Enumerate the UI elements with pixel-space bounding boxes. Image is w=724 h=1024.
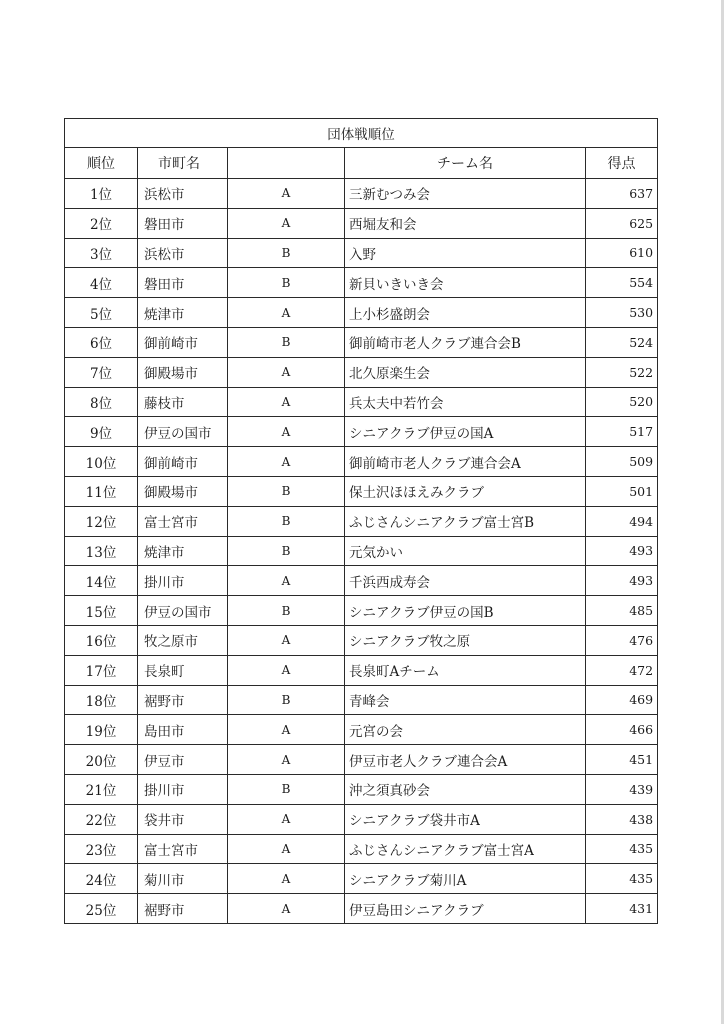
team-cell: 新貝いきいき会 — [345, 268, 586, 298]
score-cell: 485 — [586, 596, 658, 626]
table-row — [65, 745, 658, 775]
team-cell: 入野 — [345, 238, 586, 268]
city-cell: 伊豆の国市 — [138, 596, 228, 626]
score-cell: 472 — [586, 655, 658, 685]
team-cell: 元宮の会 — [345, 715, 586, 745]
rank-cell: 13位 — [65, 536, 138, 566]
table-row — [65, 566, 658, 596]
rank-cell: 11位 — [65, 476, 138, 506]
group-cell: A — [228, 894, 345, 924]
score-cell: 466 — [586, 715, 658, 745]
group-cell: A — [228, 417, 345, 447]
team-cell: 伊豆市老人クラブ連合会A — [345, 745, 586, 775]
rank-cell: 1位 — [65, 179, 138, 209]
score-cell: 431 — [586, 894, 658, 924]
table-row — [65, 655, 658, 685]
city-cell: 藤枝市 — [138, 387, 228, 417]
rank-cell: 25位 — [65, 894, 138, 924]
team-cell: 御前崎市老人クラブ連合会B — [345, 327, 586, 357]
city-cell: 菊川市 — [138, 864, 228, 894]
score-cell: 476 — [586, 625, 658, 655]
city-cell: 伊豆市 — [138, 745, 228, 775]
header-rank: 順位 — [65, 148, 138, 179]
team-cell: シニアクラブ袋井市A — [345, 804, 586, 834]
group-cell: B — [228, 536, 345, 566]
rank-cell: 2位 — [65, 208, 138, 238]
group-cell: B — [228, 476, 345, 506]
table-row — [65, 536, 658, 566]
team-cell: 青峰会 — [345, 685, 586, 715]
rank-cell: 22位 — [65, 804, 138, 834]
header-row — [65, 148, 658, 179]
team-cell: 兵太夫中若竹会 — [345, 387, 586, 417]
team-cell: シニアクラブ牧之原 — [345, 625, 586, 655]
table-row — [65, 447, 658, 477]
table-row — [65, 625, 658, 655]
team-cell: 上小杉盛朗会 — [345, 298, 586, 328]
city-cell: 磐田市 — [138, 208, 228, 238]
team-cell: 御前崎市老人クラブ連合会A — [345, 447, 586, 477]
rank-cell: 20位 — [65, 745, 138, 775]
group-cell: A — [228, 655, 345, 685]
table-title-row — [65, 119, 658, 148]
rank-cell: 18位 — [65, 685, 138, 715]
team-cell: 千浜西成寿会 — [345, 566, 586, 596]
team-cell: シニアクラブ菊川A — [345, 864, 586, 894]
city-cell: 裾野市 — [138, 685, 228, 715]
rank-cell: 7位 — [65, 357, 138, 387]
table-row — [65, 476, 658, 506]
table-row — [65, 327, 658, 357]
city-cell: 焼津市 — [138, 536, 228, 566]
team-cell: 伊豆島田シニアクラブ — [345, 894, 586, 924]
rank-cell: 23位 — [65, 834, 138, 864]
rank-cell: 15位 — [65, 596, 138, 626]
team-cell: ふじさんシニアクラブ富士宮B — [345, 506, 586, 536]
city-cell: 掛川市 — [138, 774, 228, 804]
rank-cell: 4位 — [65, 268, 138, 298]
score-cell: 517 — [586, 417, 658, 447]
team-cell: 西堀友和会 — [345, 208, 586, 238]
rank-cell: 19位 — [65, 715, 138, 745]
city-cell: 掛川市 — [138, 566, 228, 596]
group-cell: A — [228, 566, 345, 596]
rank-cell: 17位 — [65, 655, 138, 685]
city-cell: 磐田市 — [138, 268, 228, 298]
group-cell: A — [228, 447, 345, 477]
group-cell: A — [228, 834, 345, 864]
city-cell: 富士宮市 — [138, 834, 228, 864]
group-cell: B — [228, 506, 345, 536]
group-cell: A — [228, 715, 345, 745]
group-cell: B — [228, 268, 345, 298]
rank-cell: 9位 — [65, 417, 138, 447]
city-cell: 裾野市 — [138, 894, 228, 924]
rank-cell: 16位 — [65, 625, 138, 655]
rank-cell: 3位 — [65, 238, 138, 268]
rank-cell: 14位 — [65, 566, 138, 596]
group-cell: A — [228, 625, 345, 655]
table-row — [65, 715, 658, 745]
score-cell: 520 — [586, 387, 658, 417]
table-row — [65, 774, 658, 804]
table-row — [65, 298, 658, 328]
score-cell: 524 — [586, 327, 658, 357]
team-cell: シニアクラブ伊豆の国B — [345, 596, 586, 626]
score-cell: 451 — [586, 745, 658, 775]
team-cell: ふじさんシニアクラブ富士宮A — [345, 834, 586, 864]
city-cell: 浜松市 — [138, 238, 228, 268]
score-cell: 435 — [586, 864, 658, 894]
rank-cell: 8位 — [65, 387, 138, 417]
team-cell: 沖之須真砂会 — [345, 774, 586, 804]
score-cell: 439 — [586, 774, 658, 804]
city-cell: 御殿場市 — [138, 357, 228, 387]
group-cell: B — [228, 596, 345, 626]
city-cell: 牧之原市 — [138, 625, 228, 655]
team-cell: 元気かい — [345, 536, 586, 566]
city-cell: 伊豆の国市 — [138, 417, 228, 447]
score-cell: 493 — [586, 536, 658, 566]
score-cell: 530 — [586, 298, 658, 328]
group-cell: A — [228, 804, 345, 834]
table-row — [65, 506, 658, 536]
rank-cell: 10位 — [65, 447, 138, 477]
group-cell: A — [228, 745, 345, 775]
table-title: 団体戦順位 — [65, 119, 658, 148]
group-cell: B — [228, 238, 345, 268]
table-row — [65, 596, 658, 626]
score-cell: 554 — [586, 268, 658, 298]
rank-cell: 12位 — [65, 506, 138, 536]
group-cell: B — [228, 327, 345, 357]
city-cell: 袋井市 — [138, 804, 228, 834]
score-cell: 625 — [586, 208, 658, 238]
rank-cell: 5位 — [65, 298, 138, 328]
score-cell: 522 — [586, 357, 658, 387]
group-cell: A — [228, 208, 345, 238]
table-row — [65, 864, 658, 894]
city-cell: 御前崎市 — [138, 327, 228, 357]
table-row — [65, 387, 658, 417]
table-row — [65, 238, 658, 268]
score-cell: 501 — [586, 476, 658, 506]
team-cell: 北久原楽生会 — [345, 357, 586, 387]
city-cell: 島田市 — [138, 715, 228, 745]
group-cell: B — [228, 774, 345, 804]
table-row — [65, 208, 658, 238]
table-row — [65, 179, 658, 209]
group-cell: A — [228, 298, 345, 328]
team-cell: 保土沢ほほえみクラブ — [345, 476, 586, 506]
header-score: 得点 — [586, 148, 658, 179]
group-cell: A — [228, 357, 345, 387]
score-cell: 435 — [586, 834, 658, 864]
score-cell: 610 — [586, 238, 658, 268]
team-cell: 三新むつみ会 — [345, 179, 586, 209]
team-ranking-table — [64, 118, 658, 924]
score-cell: 469 — [586, 685, 658, 715]
header-group — [228, 148, 345, 179]
city-cell: 御前崎市 — [138, 447, 228, 477]
table-row — [65, 685, 658, 715]
score-cell: 494 — [586, 506, 658, 536]
city-cell: 長泉町 — [138, 655, 228, 685]
city-cell: 富士宮市 — [138, 506, 228, 536]
rank-cell: 24位 — [65, 864, 138, 894]
group-cell: A — [228, 179, 345, 209]
team-cell: 長泉町Aチーム — [345, 655, 586, 685]
table-row — [65, 357, 658, 387]
city-cell: 御殿場市 — [138, 476, 228, 506]
group-cell: B — [228, 685, 345, 715]
header-city: 市町名 — [138, 148, 228, 179]
team-cell: シニアクラブ伊豆の国A — [345, 417, 586, 447]
score-cell: 637 — [586, 179, 658, 209]
group-cell: A — [228, 387, 345, 417]
score-cell: 438 — [586, 804, 658, 834]
table-row — [65, 417, 658, 447]
header-team: チーム名 — [345, 148, 586, 179]
table-row — [65, 804, 658, 834]
rank-cell: 21位 — [65, 774, 138, 804]
city-cell: 焼津市 — [138, 298, 228, 328]
table-row — [65, 894, 658, 924]
score-cell: 493 — [586, 566, 658, 596]
city-cell: 浜松市 — [138, 179, 228, 209]
score-cell: 509 — [586, 447, 658, 477]
table-row — [65, 268, 658, 298]
group-cell: A — [228, 864, 345, 894]
table-row — [65, 834, 658, 864]
rank-cell: 6位 — [65, 327, 138, 357]
